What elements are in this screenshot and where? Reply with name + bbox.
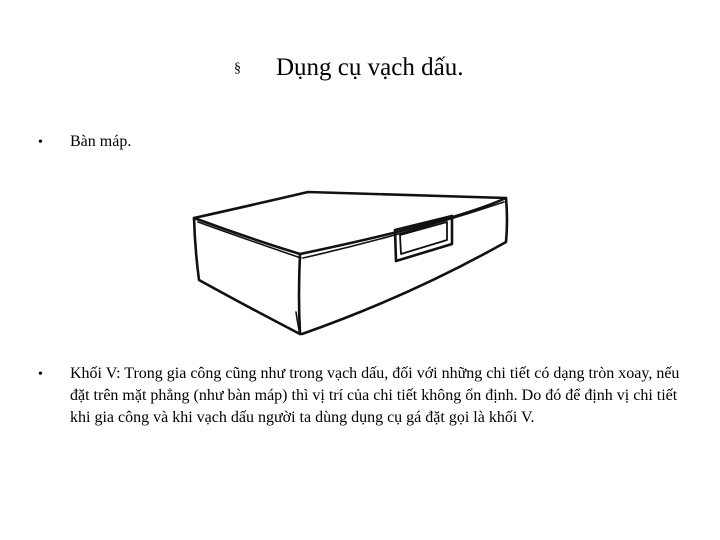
bullet-marker: • <box>38 367 43 382</box>
slide-title <box>0 52 720 86</box>
bullet-marker: • <box>38 135 43 150</box>
item-khoi-v-text: Khối V: Trong gia công cũng như trong vạch dấu, đối với những chi tiết có dạng tròn xoay, nếu đặt trên mặt phẳng (như bàn máp) thì vị trí của chi tiết không ổn định. Do đó để định vị chi tiết khi gia công và khi vạch dấu người ta dùng dụng cụ gá đặt gọi là khối V. <box>70 365 680 426</box>
title-bullet: § <box>234 61 241 76</box>
item-ban-map-text: Bàn máp. <box>70 133 132 150</box>
title-text: Dụng cụ vạch dấu. <box>276 54 464 81</box>
surface-plate-drawing-icon <box>188 184 518 344</box>
